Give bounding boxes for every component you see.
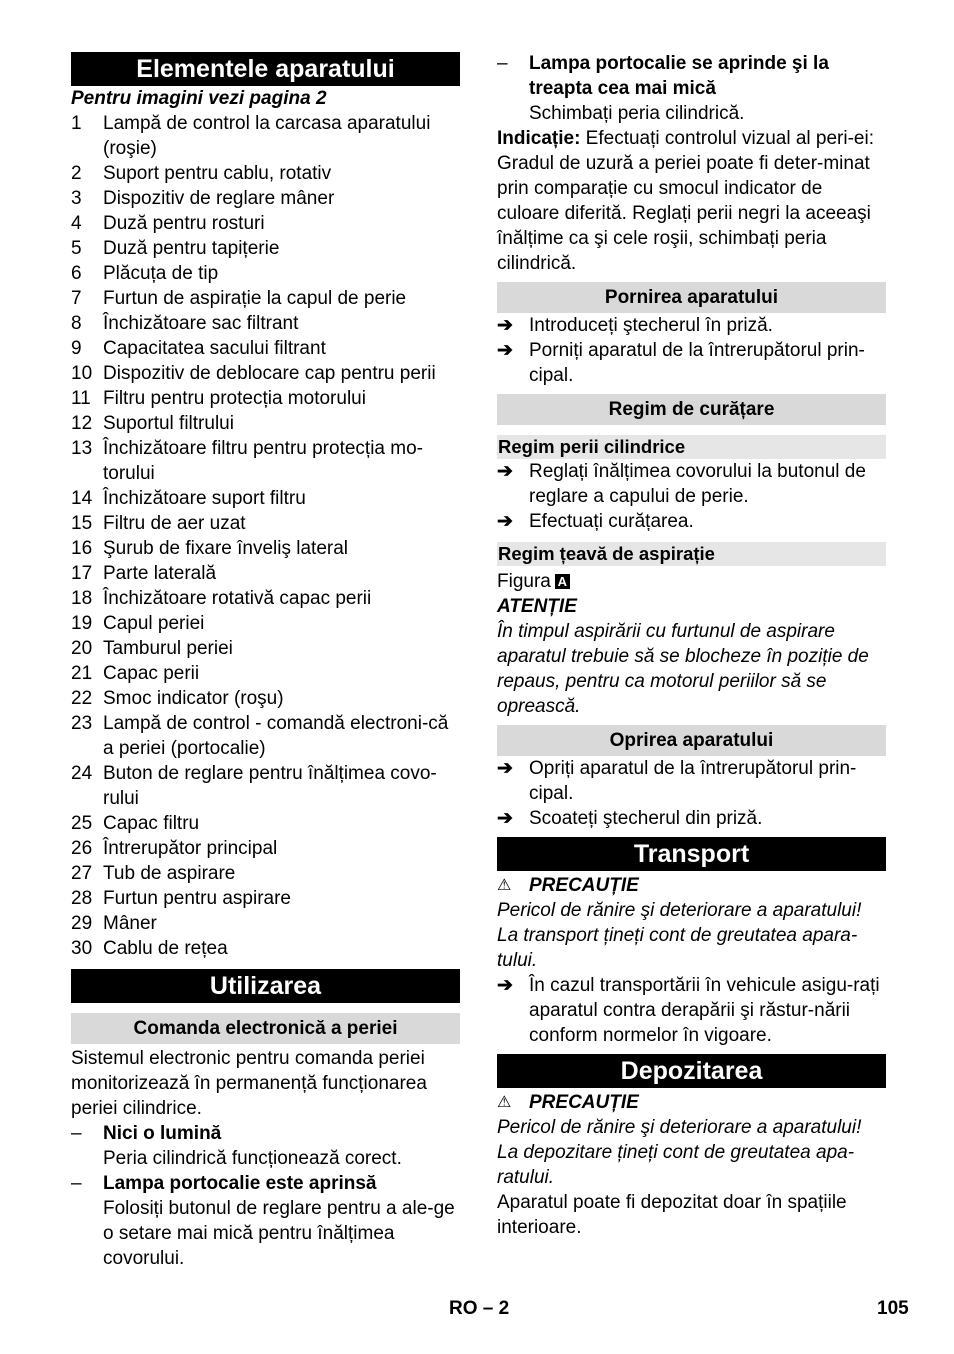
dash-text: Folosiți butonul de reglare pentru a ale-ge o setare mai mică pentru înălțimea covorului.	[103, 1198, 455, 1269]
caution-heading	[497, 873, 886, 898]
list-item	[71, 661, 460, 686]
arrow-right-icon: ➔	[497, 511, 513, 532]
storage-warning-text: Pericol de rănire şi deteriorare a aparatului! La depozitare țineți cont de greutatea apa-ratului.	[497, 1117, 862, 1188]
figure-label: Figura	[497, 571, 551, 592]
list-item	[71, 886, 460, 911]
list-item	[71, 811, 460, 836]
step-text: Scoateți ştecherul din priză.	[529, 808, 763, 829]
step-text: Reglați înălțimea covorului la butonul de reglare a capului de perie.	[529, 461, 866, 507]
item-number: 13	[71, 438, 93, 459]
item-text: Duză pentru tapițerie	[103, 238, 280, 259]
elements-list	[71, 111, 460, 961]
dash-bullet: –	[71, 1173, 82, 1194]
item-text: Închizătoare sac filtrant	[103, 313, 299, 334]
arrow-right-icon: ➔	[497, 975, 513, 996]
list-item	[71, 161, 460, 186]
subsection-stop: Oprirea aparatului	[497, 725, 886, 756]
section-title-storage: Depozitarea	[497, 1054, 886, 1088]
item-number: 15	[71, 513, 93, 534]
item-number: 11	[71, 388, 91, 409]
item-text: Dispozitiv de reglare mâner	[103, 188, 335, 209]
subsection-tube-mode: Regim țeavă de aspirație	[497, 542, 886, 566]
images-reference: Pentru imagini vezi pagina 2	[71, 88, 327, 109]
list-item	[71, 761, 460, 811]
list-item	[71, 336, 460, 361]
item-number: 12	[71, 413, 93, 434]
step-text: Efectuați curățarea.	[529, 511, 694, 532]
roller-steps-list	[497, 459, 886, 534]
arrow-right-icon: ➔	[497, 340, 513, 361]
dash-text: Schimbați peria cilindrică.	[529, 103, 745, 124]
subsection-start: Pornirea aparatului	[497, 282, 886, 313]
section-title-elements: Elementele aparatului	[71, 52, 460, 86]
item-text: Cablu de rețea	[103, 938, 228, 959]
list-item	[71, 686, 460, 711]
item-text: Închizătoare rotativă capac perii	[103, 588, 372, 609]
list-item	[71, 636, 460, 661]
list-item	[497, 756, 886, 806]
list-item	[71, 1171, 460, 1271]
item-number: 9	[71, 338, 82, 359]
dash-heading: Nici o lumină	[103, 1123, 222, 1144]
start-steps-list	[497, 313, 886, 388]
caution-label: PRECAUȚIE	[529, 875, 639, 896]
list-item	[71, 311, 460, 336]
item-number: 8	[71, 313, 82, 334]
subsection-clean-mode: Regim de curățare	[497, 394, 886, 425]
item-text: Filtru de aer uzat	[103, 513, 246, 534]
item-text: Închizătoare suport filtru	[103, 488, 306, 509]
item-text: Tub de aspirare	[103, 863, 236, 884]
dash-bullet: –	[497, 53, 508, 74]
item-text: Suportul filtrului	[103, 413, 234, 434]
item-text: Capacitatea sacului filtrant	[103, 338, 326, 359]
item-number: 5	[71, 238, 82, 259]
brush-intro-text: Sistemul electronic pentru comanda periei monitorizează în permanență funcționarea periei cilindrice.	[71, 1048, 427, 1119]
item-number: 20	[71, 638, 93, 659]
item-number: 25	[71, 813, 93, 834]
item-number: 16	[71, 538, 93, 559]
item-text: Furtun de aspirație la capul de perie	[103, 288, 407, 309]
step-text: Opriți aparatul de la întrerupătorul prin-cipal.	[529, 758, 857, 804]
note-text: Efectuați controlul vizual al peri-ei: Gradul de uzură a periei poate fi deter-minat prin comparație cu smocul indicator de culoare diferită. Reglați perii negri la aceeaşi înălțime ca şi cele roşii, schimbați peria cilindrică.	[497, 128, 874, 274]
item-text: Plăcuța de tip	[103, 263, 219, 284]
item-number: 21	[71, 663, 93, 684]
page-label: RO – 2	[449, 1298, 510, 1319]
note-paragraph	[497, 126, 886, 276]
item-text: Închizătoare filtru pentru protecția mo-torului	[103, 438, 423, 484]
list-item	[71, 436, 460, 486]
item-text: Dispozitiv de deblocare cap pentru perii	[103, 363, 436, 384]
item-text: Întrerupător principal	[103, 838, 278, 859]
figure-a-icon: A	[555, 574, 570, 589]
item-number: 7	[71, 288, 82, 309]
item-text: Duză pentru rosturi	[103, 213, 265, 234]
list-item	[71, 611, 460, 636]
dash-bullet: –	[71, 1123, 82, 1144]
note-label: Indicație:	[497, 128, 581, 149]
item-text: Capac filtru	[103, 813, 200, 834]
item-number: 24	[71, 763, 93, 784]
dash-heading: Lampa portocalie se aprinde şi la treapta cea mai mică	[529, 53, 829, 99]
step-text: Introduceți ştecherul în priză.	[529, 315, 773, 336]
item-number: 26	[71, 838, 93, 859]
item-text: Suport pentru cablu, rotativ	[103, 163, 332, 184]
item-text: Tamburul periei	[103, 638, 233, 659]
list-item	[497, 459, 886, 509]
item-number: 17	[71, 563, 93, 584]
list-item	[497, 509, 886, 534]
list-item	[71, 386, 460, 411]
item-text: Parte laterală	[103, 563, 217, 584]
arrow-right-icon: ➔	[497, 808, 513, 829]
item-number: 1	[71, 113, 82, 134]
item-number: 3	[71, 188, 82, 209]
item-text: Şurub de fixare înveliş lateral	[103, 538, 349, 559]
list-item	[497, 51, 886, 126]
list-item	[71, 711, 460, 761]
list-item	[497, 973, 886, 1048]
section-title-transport: Transport	[497, 837, 886, 871]
subsection-roller-mode: Regim perii cilindrice	[497, 435, 886, 459]
warning-icon: ⚠	[497, 1094, 512, 1111]
caution-label: PRECAUȚIE	[529, 1092, 639, 1113]
list-item	[497, 338, 886, 388]
list-item	[71, 286, 460, 311]
list-item	[71, 586, 460, 611]
list-item	[71, 936, 460, 961]
list-item	[71, 486, 460, 511]
transport-warning-text: Pericol de rănire şi deteriorare a aparatului! La transport țineți cont de greutatea apara-tului.	[497, 900, 862, 971]
arrow-right-icon: ➔	[497, 461, 513, 482]
transport-step-text: În cazul transportării în vehicule asigu-rați aparatul contra derapării şi răstur-nării conform normelor în vigoare.	[529, 975, 880, 1046]
item-number: 6	[71, 263, 82, 284]
item-text: Smoc indicator (roşu)	[103, 688, 284, 709]
item-text: Filtru pentru protecția motorului	[103, 388, 366, 409]
page-number: 105	[877, 1298, 909, 1319]
dash-text: Peria cilindrică funcționează corect.	[103, 1148, 402, 1169]
item-number: 2	[71, 163, 82, 184]
list-item	[71, 261, 460, 286]
item-text: Buton de reglare pentru înălțimea covo-rului	[103, 763, 437, 809]
item-text: Furtun pentru aspirare	[103, 888, 291, 909]
list-item	[71, 411, 460, 436]
attention-text: În timpul aspirării cu furtunul de aspirare aparatul trebuie să se blocheze în poziție de repaus, pentru ca motorul periilor să se oprească.	[497, 621, 869, 717]
item-number: 18	[71, 588, 93, 609]
attention-label: ATENȚIE	[497, 596, 577, 617]
item-text: Lampă de control - comandă electroni-că a periei (portocalie)	[103, 713, 449, 759]
stop-steps-list	[497, 756, 886, 831]
arrow-right-icon: ➔	[497, 315, 513, 336]
list-item	[497, 806, 886, 831]
right-column	[497, 51, 886, 1240]
item-number: 27	[71, 863, 93, 884]
list-item	[71, 111, 460, 161]
item-number: 22	[71, 688, 93, 709]
list-item	[71, 1121, 460, 1171]
list-item	[71, 561, 460, 586]
item-text: Lampă de control la carcasa aparatului (roşie)	[103, 113, 431, 159]
list-item	[71, 836, 460, 861]
list-item	[71, 186, 460, 211]
dash-heading: Lampa portocalie este aprinsă	[103, 1173, 377, 1194]
item-number: 28	[71, 888, 93, 909]
item-text: Mâner	[103, 913, 157, 934]
item-text: Capac perii	[103, 663, 200, 684]
left-column	[71, 52, 460, 1271]
caution-heading	[497, 1090, 886, 1115]
item-number: 29	[71, 913, 93, 934]
step-text: Porniți aparatul de la întrerupătorul prin-cipal.	[529, 340, 865, 386]
list-item	[71, 361, 460, 386]
figure-reference	[497, 569, 886, 594]
item-number: 14	[71, 488, 93, 509]
list-item	[71, 236, 460, 261]
item-number: 10	[71, 363, 93, 384]
list-item	[71, 511, 460, 536]
section-title-use: Utilizarea	[71, 969, 460, 1003]
list-item	[71, 536, 460, 561]
warning-icon: ⚠	[497, 877, 512, 894]
subsection-brush-control: Comanda electronică a periei	[71, 1013, 460, 1044]
list-item	[71, 911, 460, 936]
item-number: 30	[71, 938, 93, 959]
list-item	[71, 861, 460, 886]
item-number: 19	[71, 613, 93, 634]
item-number: 4	[71, 213, 82, 234]
storage-text: Aparatul poate fi depozitat doar în spațiile interioare.	[497, 1192, 847, 1238]
arrow-right-icon: ➔	[497, 758, 513, 779]
list-item	[71, 211, 460, 236]
item-number: 23	[71, 713, 93, 734]
item-text: Capul periei	[103, 613, 205, 634]
list-item	[497, 313, 886, 338]
